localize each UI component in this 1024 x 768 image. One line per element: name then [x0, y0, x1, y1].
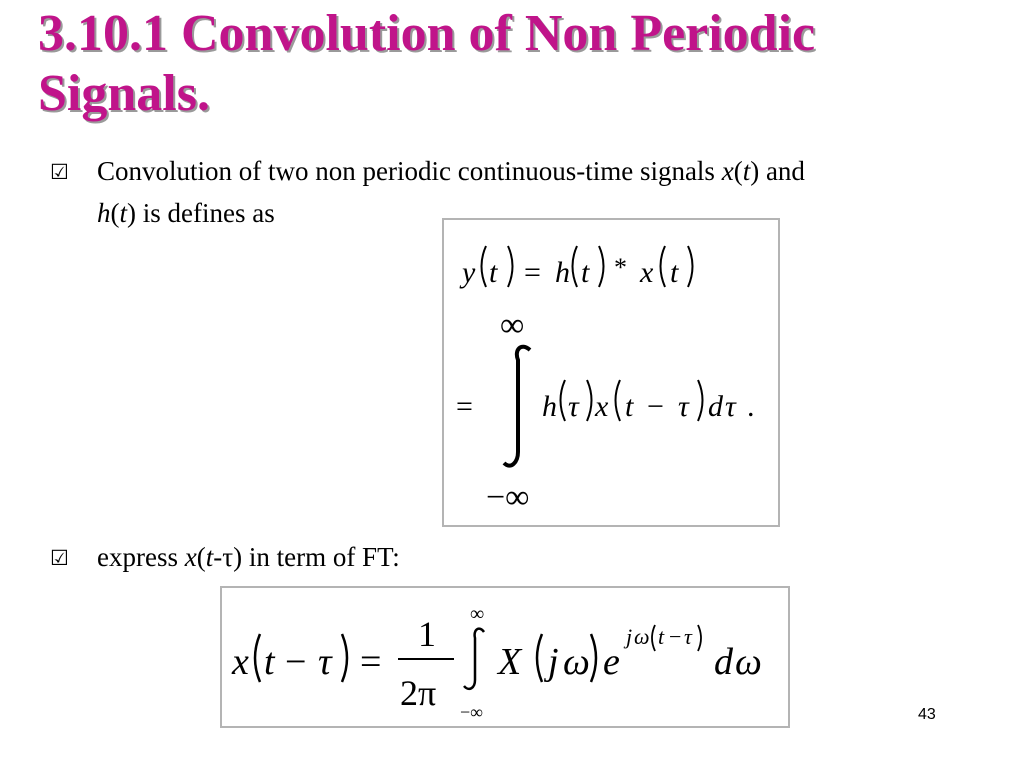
eq2-exp-minus: −	[669, 624, 682, 649]
bullet-2-text-b: ) in term of FT:	[233, 542, 400, 572]
eq2-X: X	[498, 641, 522, 683]
eq2-exp-paren-l	[652, 625, 655, 651]
eq1-y: y	[462, 256, 476, 289]
eq1-t4: t	[625, 390, 634, 423]
var-t: t	[742, 156, 751, 186]
eq1-paren-l4	[561, 380, 566, 421]
eq2-lower-limit: −∞	[460, 702, 483, 722]
eq1-tau3: τ	[725, 390, 736, 423]
eq2-e: e	[603, 641, 620, 683]
eq1-tau2: τ	[678, 390, 689, 423]
eq1-paren-l	[482, 246, 487, 287]
eq1-minus: −	[647, 390, 664, 423]
eq1-star: *	[614, 253, 627, 282]
eq1-upper-limit: ∞	[500, 307, 525, 344]
eq1-x: x	[640, 256, 654, 289]
var-h: h	[97, 198, 111, 228]
slide-title: 3.10.1 Convolution of Non Periodic Signals.	[38, 5, 816, 122]
checkbox-checked-icon: ☑	[50, 160, 69, 184]
eq1-paren-r5	[698, 380, 703, 421]
eq1-t: t	[489, 256, 498, 289]
eq2-omega: ω	[563, 641, 590, 683]
eq2-x: x	[232, 641, 249, 683]
eq2-paren-r2	[591, 634, 596, 682]
eq2-t: t	[264, 641, 275, 683]
eq1-paren-l3	[661, 246, 666, 287]
eq1-paren-l2	[573, 246, 578, 287]
eq1-h2: h	[542, 390, 557, 423]
eq2-equals: =	[360, 641, 382, 683]
eq2-exp-j: j	[626, 624, 633, 649]
convolution-equation	[444, 220, 778, 525]
bullet-2-line	[97, 537, 400, 577]
eq2-j: j	[548, 641, 559, 683]
dash: -	[213, 542, 223, 572]
bullet-1-text-b: ) and	[750, 156, 805, 186]
eq1-equals: =	[524, 256, 541, 289]
checkbox-checked-icon: ☑	[50, 546, 69, 570]
convolution-equation-box	[442, 218, 780, 527]
eq1-equals-2: =	[456, 390, 473, 423]
paren-open: (	[733, 156, 743, 186]
eq2-denominator: 2π	[400, 673, 437, 713]
eq2-exp-tau: τ	[684, 624, 692, 649]
eq1-x2: x	[595, 390, 609, 423]
eq2-minus: −	[285, 641, 307, 683]
eq2-omega2: ω	[735, 641, 762, 683]
var-t: t	[119, 198, 128, 228]
eq2-exp-paren-r	[698, 625, 701, 651]
eq2-exp-omega: ω	[634, 624, 650, 649]
bullet-2-text-a: express	[97, 542, 185, 572]
integral-sign	[504, 347, 530, 466]
var-x: x	[184, 542, 197, 572]
var-t: t	[205, 542, 214, 572]
bullet-1-text-a: Convolution of two non periodic continuous-time signals	[97, 156, 722, 186]
eq1-period: .	[747, 390, 755, 423]
eq1-paren-r3	[688, 246, 693, 287]
eq1-t3: t	[670, 256, 679, 289]
eq2-upper-limit: ∞	[470, 603, 485, 625]
integral-sign	[464, 629, 484, 689]
bullet-1-line-2	[97, 193, 275, 233]
paren-open: (	[196, 542, 206, 572]
eq2-exp-t: t	[658, 624, 665, 649]
var-x: x	[721, 156, 734, 186]
eq1-t2: t	[581, 256, 590, 289]
eq1-d: d	[708, 390, 723, 423]
bullet-1-text-c: ) is defines as	[127, 198, 275, 228]
eq2-d: d	[714, 641, 733, 683]
fourier-equation	[222, 588, 788, 726]
eq2-paren-l2	[537, 634, 542, 682]
paren-open: (	[110, 198, 120, 228]
eq2-paren-r	[342, 634, 347, 682]
page-number: 43	[918, 706, 936, 723]
bullet-1-line-1	[97, 151, 805, 191]
eq1-paren-r	[508, 246, 513, 287]
eq2-numerator: 1	[418, 614, 436, 654]
eq1-paren-r4	[587, 380, 592, 421]
eq2-tau: τ	[318, 641, 332, 683]
eq1-paren-r2	[599, 246, 604, 287]
eq1-paren-l5	[616, 380, 621, 421]
fourier-equation-box	[220, 586, 790, 728]
eq1-tau: τ	[568, 390, 579, 423]
eq1-lower-limit: −∞	[486, 479, 530, 516]
var-tau: τ	[222, 542, 234, 572]
eq1-h: h	[555, 256, 570, 289]
eq2-paren-l	[255, 634, 260, 682]
